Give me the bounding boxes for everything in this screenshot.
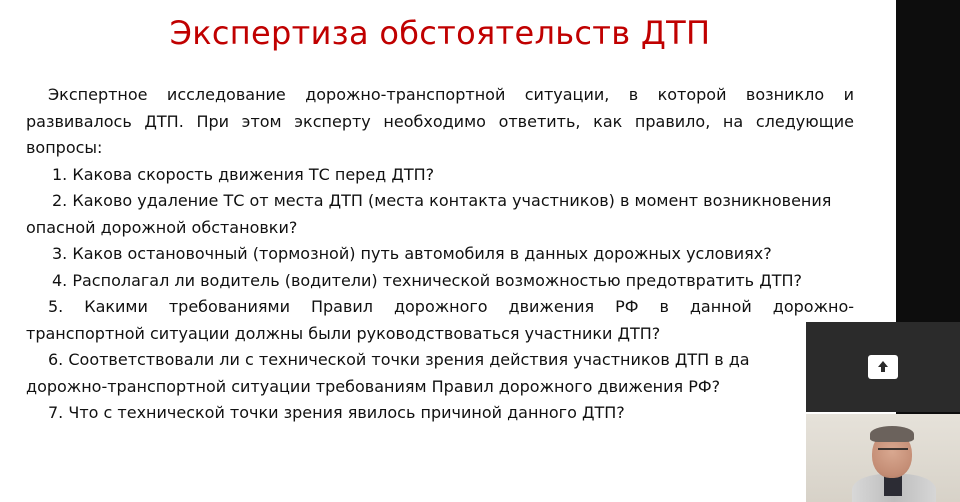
question-5-line-2: транспортной ситуации должны были руководствоваться участники ДТП? <box>26 323 661 343</box>
intro-line-2: развивалось ДТП. При этом эксперту необходимо ответить, как правило, на следующие <box>26 111 854 131</box>
question-3: 3. Каков остановочный (тормозной) путь автомобиля в данных дорожных условиях? <box>52 244 772 263</box>
participant-glasses <box>878 448 908 457</box>
question-6-line-2: дорожно-транспортной ситуации требованиям Правил дорожного движения РФ? <box>26 376 721 396</box>
slide-title: Экспертиза обстоятельств ДТП <box>169 14 711 52</box>
up-arrow-stem <box>881 366 885 372</box>
slide-body <box>26 82 854 427</box>
question-4: 4. Располагал ли водитель (водители) технической возможностью предотвратить ДТП? <box>52 270 802 290</box>
intro-line-3: вопросы: <box>26 138 103 157</box>
question-7: 7. Что с технической точки зрения явилось причиной данного ДТП? <box>48 403 625 422</box>
share-screen-icon[interactable] <box>868 355 898 379</box>
question-1: 1. Какова скорость движения ТС перед ДТП? <box>52 164 435 184</box>
participant-hair <box>870 426 914 442</box>
question-2-line-1: 2. Каково удаление ТС от места ДТП (места контакта участников) в момент возникновения <box>52 191 832 210</box>
question-5-line-1: 5. Какими требованиями Правил дорожного движения РФ в данной дорожно- <box>48 297 854 316</box>
participant-video-tile[interactable] <box>806 414 960 502</box>
question-6-line-1: 6. Соответствовали ли с технической точки зрения действия участников ДТП в да <box>48 350 750 369</box>
intro-line-1: Экспертное исследование дорожно-транспортной ситуации, в которой возникло и <box>48 85 854 104</box>
question-2-line-2: опасной дорожной обстановки? <box>26 217 298 237</box>
